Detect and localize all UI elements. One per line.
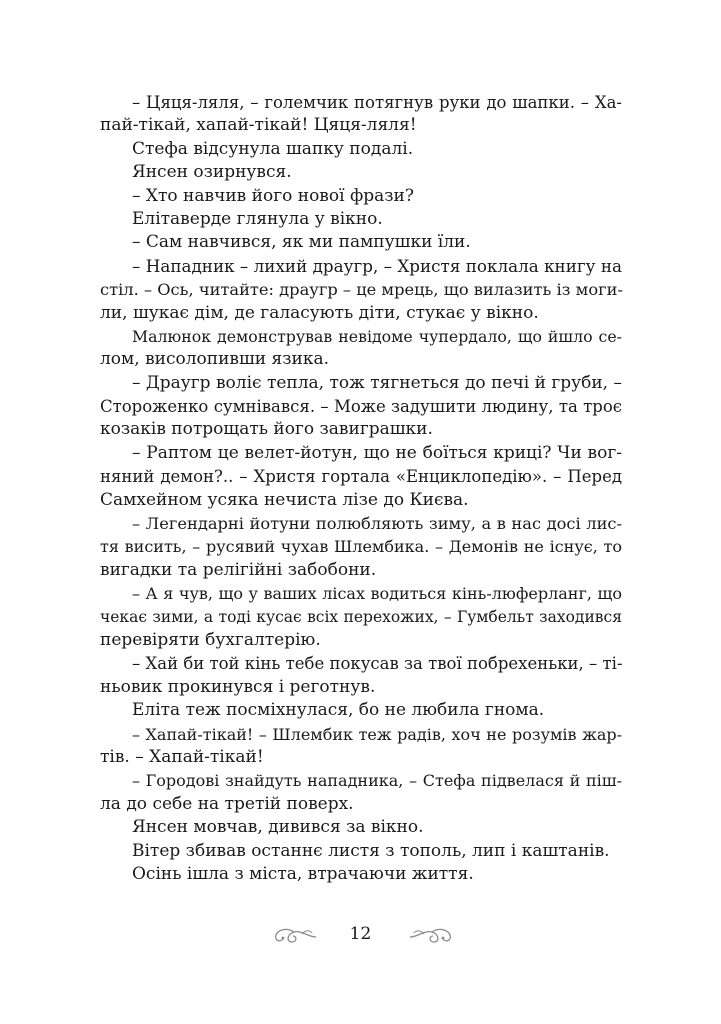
text-line: – Раптом це велет-йотун, що не боїться криці? Чи вог- bbox=[132, 442, 622, 463]
flourish-right-icon bbox=[408, 924, 454, 946]
text-line: пай-тікай, хапай-тікай! Цяця-ляля! bbox=[100, 115, 417, 136]
text-line: – Нападник – лихий драугр, – Христя поклала книгу на bbox=[132, 255, 622, 276]
text-line: няний демон?.. – Христя гортала «Енциклопедію». – Перед bbox=[100, 467, 622, 487]
text-line: – Легендарні йотуни полюбляють зиму, а в нас досі лис- bbox=[132, 514, 622, 534]
page-footer bbox=[0, 922, 721, 952]
text-line: Малюнок демонстрував невідоме чупердало, що йшло се- bbox=[132, 326, 622, 346]
text-line: вигадки та релігійні забобони. bbox=[100, 559, 377, 580]
text-line: – Хапай-тікай! – Шлембик теж радів, хоч не розумів жар- bbox=[132, 724, 622, 744]
text-line: тів. – Хапай-тікай! bbox=[100, 746, 264, 767]
text-line: перевіряти бухгалтерію. bbox=[100, 629, 321, 650]
page-number: 12 bbox=[349, 924, 372, 944]
text-line: – Цяця-ляля, – големчик потягнув руки до шапки. – Ха- bbox=[132, 93, 622, 112]
text-line: – Сам навчився, як ми пампушки їли. bbox=[132, 232, 471, 253]
text-line: – Драугр воліє тепла, тож тягнеться до печі й груби, – bbox=[132, 372, 622, 393]
text-line: Янсен озирнувся. bbox=[132, 162, 292, 183]
text-line: стіл. – Ось, читайте: драугр – це мрець, що вилазить із моги- bbox=[100, 280, 623, 300]
text-line: – Хай би той кінь тебе покусав за твої побрехеньки, – ті- bbox=[132, 654, 623, 674]
text-line: Стороженко сумнівався. – Може задушити людину, та троє bbox=[100, 397, 622, 417]
text-line: ньовик прокинувся і реготнув. bbox=[100, 676, 376, 697]
text-line: Янсен мовчав, дивився за вікно. bbox=[132, 817, 424, 838]
text-line: Стефа відсунула шапку подалі. bbox=[132, 138, 414, 159]
text-line: Осінь ішла з міста, втрачаючи життя. bbox=[132, 863, 474, 884]
page-body-text bbox=[100, 91, 622, 886]
text-line: Самхейном усяка нечиста лізе до Києва. bbox=[100, 489, 469, 510]
text-line: ли, шукає дім, де галасують діти, стукає у вікно. bbox=[100, 302, 539, 323]
text-line: – А я чув, що у ваших лісах водиться кінь-люферланг, що bbox=[132, 584, 622, 604]
text-line: тя висить, – русявий чухав Шлембика. – Демонів не існує, то bbox=[100, 537, 622, 557]
text-line: – Городові знайдуть нападника, – Стефа підвелася й піш- bbox=[132, 771, 622, 791]
text-line: чекає зими, а тоді кусає всіх перехожих, – Гумбельт заходився bbox=[100, 607, 622, 626]
text-line: Еліта теж посміхнулася, бо не любила гнома. bbox=[132, 700, 545, 721]
text-line: ла до себе на третій поверх. bbox=[100, 793, 354, 814]
text-line: – Хто навчив його нової фрази? bbox=[132, 185, 414, 206]
text-line: Елітаверде глянула у вікно. bbox=[132, 208, 383, 229]
text-line: козаків потрощать його завиграшки. bbox=[100, 419, 433, 440]
text-line: Вітер збивав останнє листя з тополь, лип і каштанів. bbox=[132, 840, 610, 861]
text-line: лом, висолопивши язика. bbox=[100, 349, 330, 370]
